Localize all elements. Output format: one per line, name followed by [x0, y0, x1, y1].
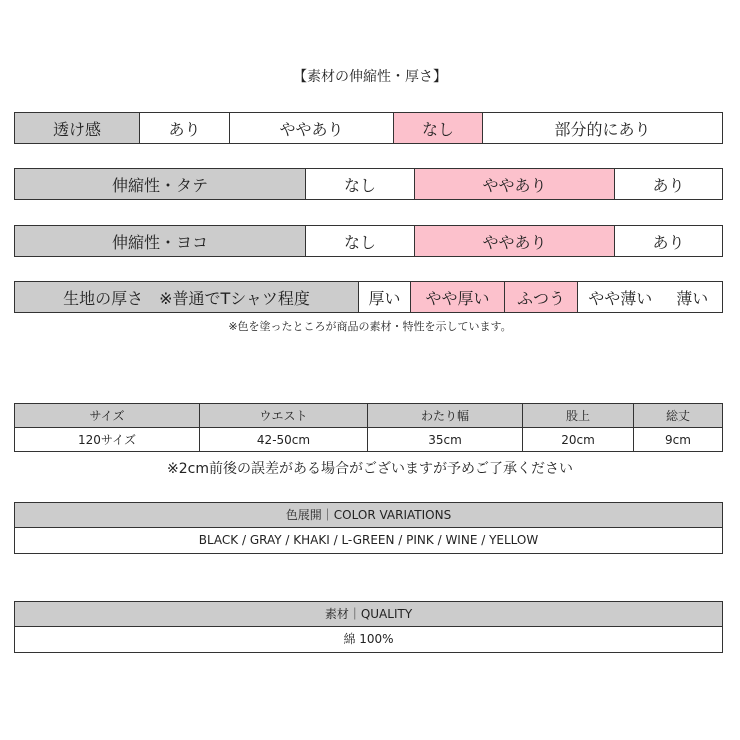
waist-header: ウエスト: [200, 404, 368, 428]
thigh-width-cell: 35cm: [368, 428, 523, 452]
color-variations-value: BLACK / GRAY / KHAKI / L-GREEN / PINK / WINE / YELLOW: [14, 527, 723, 554]
stretch-vertical-label: 伸縮性・タテ: [15, 169, 306, 200]
stretch-horizontal-table: [14, 225, 723, 257]
highlight-note: ※色を塗ったところが商品の素材・特性を示しています。: [228, 320, 512, 333]
table-row: [15, 428, 723, 452]
color-variations-section: [14, 502, 723, 554]
transparency-table: [14, 112, 723, 144]
thickness-table: [14, 281, 723, 313]
transparency-option: あり: [140, 113, 230, 144]
total-length-header: 総丈: [634, 404, 723, 428]
quality-title: 素材｜QUALITY: [14, 601, 723, 626]
section-heading: 【素材の伸縮性・厚さ】: [293, 69, 447, 85]
transparency-option: ややあり: [230, 113, 394, 144]
size-header: サイズ: [15, 404, 200, 428]
stretch-vertical-option: あり: [615, 169, 723, 200]
quality-value: 綿 100%: [14, 626, 723, 653]
thickness-option-selected: やや厚い: [411, 282, 505, 313]
quality-section: [14, 601, 723, 653]
transparency-label: 透け感: [15, 113, 140, 144]
size-cell: 120サイズ: [15, 428, 200, 452]
thickness-option: 厚い: [359, 282, 411, 313]
color-variations-title: 色展開｜COLOR VARIATIONS: [14, 502, 723, 527]
transparency-option-selected: なし: [394, 113, 483, 144]
thigh-width-header: わたり幅: [368, 404, 523, 428]
stretch-horizontal-label: 伸縮性・ヨコ: [15, 226, 306, 257]
stretch-vertical-option-selected: ややあり: [415, 169, 615, 200]
stretch-horizontal-option: あり: [615, 226, 723, 257]
total-length-cell: 9cm: [634, 428, 723, 452]
size-table: [14, 403, 723, 452]
size-note: ※2cm前後の誤差がある場合がございますが予めご了承ください: [167, 461, 573, 477]
thickness-option-selected: ふつう: [505, 282, 578, 313]
rise-cell: 20cm: [523, 428, 634, 452]
thickness-option: やや薄い: [578, 282, 663, 313]
stretch-horizontal-option: なし: [306, 226, 415, 257]
stretch-horizontal-option-selected: ややあり: [415, 226, 615, 257]
waist-cell: 42-50cm: [200, 428, 368, 452]
size-table-header-row: [15, 404, 723, 428]
rise-header: 股上: [523, 404, 634, 428]
transparency-option: 部分的にあり: [483, 113, 723, 144]
thickness-option: 薄い: [663, 282, 723, 313]
stretch-vertical-option: なし: [306, 169, 415, 200]
thickness-label: 生地の厚さ ※普通でTシャツ程度: [15, 282, 359, 313]
stretch-vertical-table: [14, 168, 723, 200]
